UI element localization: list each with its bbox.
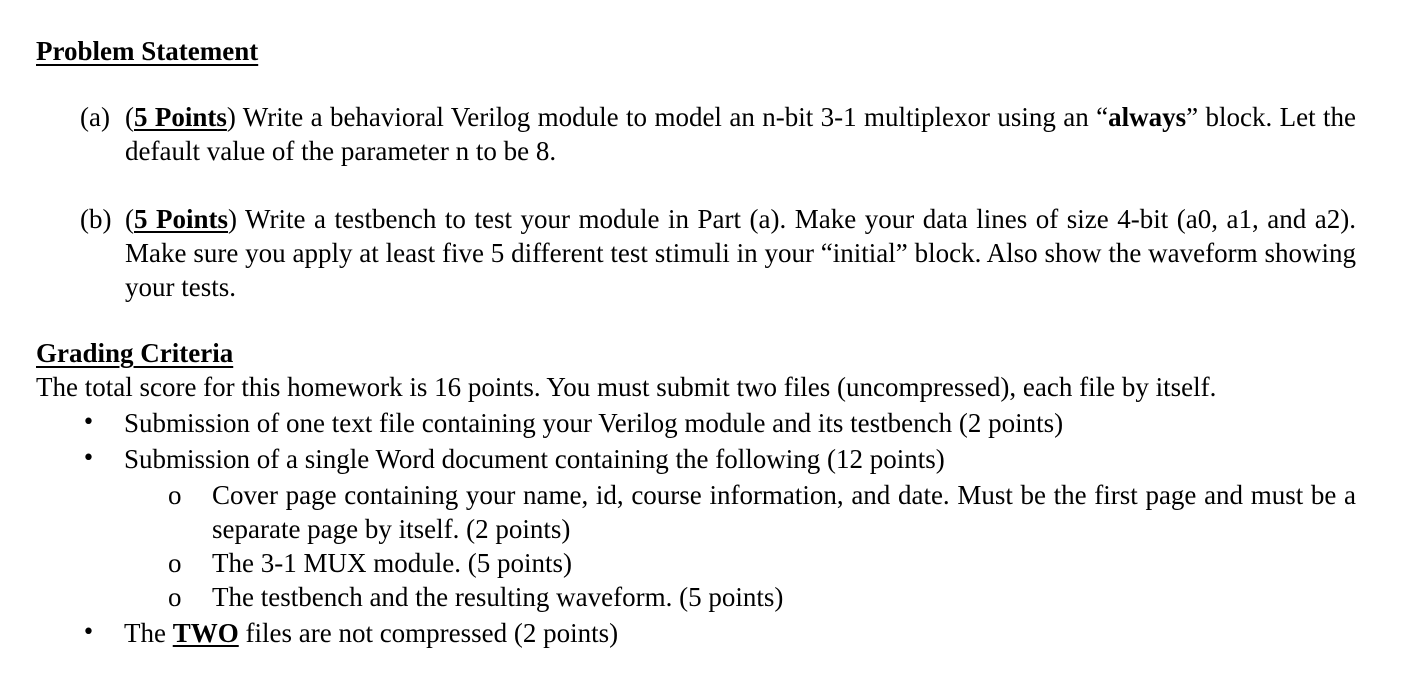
part-a-text-1: ) Write a behavioral Verilog module to model an n-bit 3-1 multiplexor using an “ <box>226 102 1109 132</box>
list-item-text-prefix: The <box>124 618 173 648</box>
grading-criteria-heading: Grading Criteria <box>36 338 234 368</box>
part-a-label: (a) <box>80 102 110 132</box>
part-b-points: 5 Points <box>134 204 229 234</box>
part-b <box>80 202 1356 304</box>
sub-list-item <box>0 580 1356 614</box>
part-a-points: 5 Points <box>134 102 227 132</box>
list-item-text: Submission of a single Word document containing the following (12 points) <box>124 444 945 474</box>
sub-bullet-icon: o <box>168 582 182 612</box>
part-a-open-paren: ( <box>125 102 134 132</box>
part-a-keyword: always <box>1108 102 1187 132</box>
sub-list-item-text: Cover page containing your name, id, course information, and date. Must be the first page and must be a separate page by itself. (2 points) <box>212 480 1356 544</box>
part-b-text <box>125 202 1356 304</box>
bullet-icon: • <box>82 446 95 471</box>
part-b-text-1: ) Write a testbench to test your module in Part (a). Make your data lines of size 4-bit (a0, a1, and a2). Make sure you apply at least five 5 different test stimuli in your “initial” block. Also show the waveform showing your tests. <box>125 204 1356 302</box>
sub-list-item <box>0 546 1356 580</box>
sub-list-item <box>0 478 1356 546</box>
part-a-text <box>125 100 1356 168</box>
part-b-label: (b) <box>80 204 112 234</box>
grading-intro: The total score for this homework is 16 points. You must submit two files (uncompressed), each file by itself. <box>36 372 1217 402</box>
sub-list-item-text: The 3-1 MUX module. (5 points) <box>212 548 572 578</box>
bullet-icon: • <box>82 620 95 645</box>
sub-list-item-text: The testbench and the resulting waveform. (5 points) <box>212 582 784 612</box>
list-item <box>0 442 1356 476</box>
part-a <box>80 100 1356 168</box>
part-b-open-paren: ( <box>125 204 134 234</box>
problem-statement-heading: Problem Statement <box>36 36 259 66</box>
list-item <box>0 406 1356 440</box>
sub-bullet-icon: o <box>168 480 182 510</box>
grading-list <box>0 406 1404 652</box>
bullet-icon: • <box>82 410 95 435</box>
sub-bullet-icon: o <box>168 548 182 578</box>
part-a-text-2: ” block. Let the default value of the parameter n to be 8. <box>125 102 1357 166</box>
list-item <box>0 616 1356 650</box>
list-item-text-suffix: files are not compressed (2 points) <box>238 618 619 648</box>
list-item-emphasis: TWO <box>172 618 239 648</box>
list-item-text: Submission of one text file containing your Verilog module and its testbench (2 points) <box>124 408 1064 438</box>
